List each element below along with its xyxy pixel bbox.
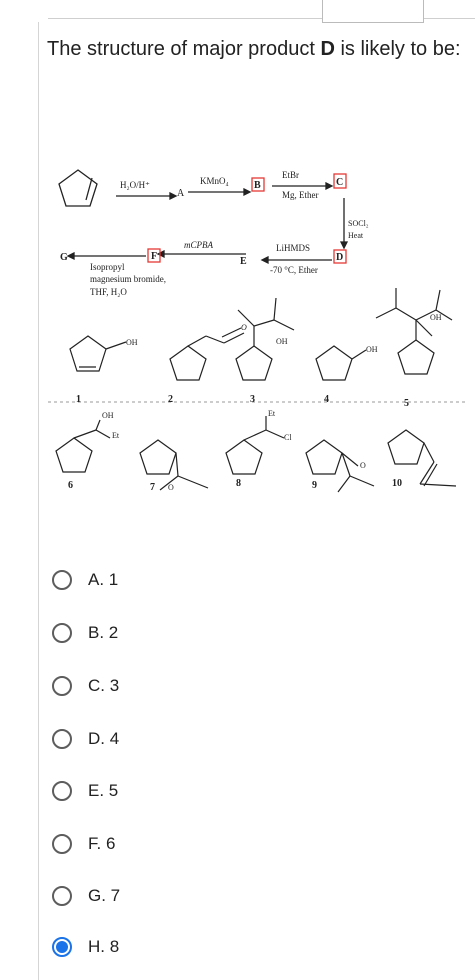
label-et-6: Et [112, 431, 120, 440]
number-10: 10 [392, 478, 402, 489]
label-oh-5: OH [430, 313, 442, 322]
structure-7 [140, 440, 176, 474]
reagent-step6: mCPBA [184, 240, 213, 250]
structure-2 [170, 346, 206, 380]
reagent-step7-a: Isopropyl [90, 262, 125, 272]
reagent-step3-top: EtBr [282, 170, 299, 180]
radio-f[interactable] [52, 834, 72, 854]
radio-a[interactable] [52, 570, 72, 590]
reagent-step2: KMnO₄ [200, 176, 229, 186]
number-9: 9 [312, 480, 317, 491]
label-cl-8: Cl [284, 433, 292, 442]
label-oh-3: OH [276, 337, 288, 346]
label-oh-6: OH [102, 411, 114, 420]
label-o-9: O [360, 461, 366, 470]
cyclopentene-start [59, 170, 97, 206]
reaction-scheme-svg [48, 140, 466, 500]
reaction-scheme-image [48, 140, 466, 500]
label-et-8: Et [268, 409, 276, 418]
number-7: 7 [150, 482, 155, 493]
option-d-label: D. 4 [88, 729, 120, 748]
option-a-label: A. 1 [88, 570, 119, 589]
option-a[interactable] [52, 565, 312, 595]
radio-d[interactable] [52, 729, 72, 749]
option-h[interactable] [52, 932, 312, 962]
structure-9 [306, 440, 342, 474]
letter-b: B [254, 180, 261, 191]
structure-8 [226, 440, 262, 474]
letter-c: C [336, 177, 344, 188]
option-b[interactable] [52, 618, 312, 648]
radio-h-selected[interactable] [52, 937, 72, 957]
label-oh-4: OH [366, 345, 378, 354]
letter-f: F [151, 251, 158, 262]
question-suffix: is likely to be: [334, 38, 461, 60]
radio-b[interactable] [52, 623, 72, 643]
letter-a: A [177, 188, 185, 199]
number-6: 6 [68, 480, 73, 491]
letter-d: D [336, 252, 344, 263]
label-oh-1: OH [126, 338, 138, 347]
option-e[interactable] [52, 776, 312, 806]
option-b-label: B. 2 [88, 623, 119, 642]
reagent-step1: H₂O/H⁺ [120, 180, 150, 190]
structure-6 [56, 438, 92, 472]
reagent-step3-bottom: Mg, Ether [282, 190, 319, 200]
option-g[interactable] [52, 881, 312, 911]
structure-5 [398, 340, 434, 374]
question-text [47, 36, 467, 63]
number-8: 8 [236, 478, 241, 489]
label-o-2: O [241, 323, 247, 332]
reagent-step4-a: SOCl₂ [348, 219, 369, 228]
radio-e[interactable] [52, 781, 72, 801]
structure-10 [388, 430, 424, 464]
radio-c[interactable] [52, 676, 72, 696]
label-o-7: O [168, 483, 174, 492]
number-4: 4 [324, 394, 329, 405]
structure-3 [236, 346, 272, 380]
letter-g: G [60, 252, 68, 263]
option-c[interactable] [52, 671, 312, 701]
letter-e: E [240, 256, 247, 267]
number-2: 2 [168, 394, 173, 405]
number-5: 5 [404, 398, 409, 409]
reagent-step7-b: magnesium bromide, [90, 274, 166, 284]
option-f-label: F. 6 [88, 834, 116, 853]
option-e-label: E. 5 [88, 781, 119, 800]
option-f[interactable] [52, 829, 312, 859]
question-bold: D [320, 38, 335, 60]
reagent-step5-bottom: -70 °C, Ether [270, 265, 318, 275]
reagent-step5-top: LiHMDS [276, 243, 311, 253]
question-prefix: The structure of major product [47, 38, 321, 60]
radio-g[interactable] [52, 886, 72, 906]
option-g-label: G. 7 [88, 886, 121, 905]
top-tab [322, 0, 424, 23]
reagent-step4-b: Heat [348, 231, 364, 240]
option-c-label: C. 3 [88, 676, 120, 695]
number-1: 1 [76, 394, 81, 405]
option-h-label: H. 8 [88, 937, 120, 956]
structure-4 [316, 346, 352, 380]
top-bar [0, 0, 475, 22]
number-3: 3 [250, 394, 255, 405]
option-d[interactable] [52, 724, 312, 754]
structure-1 [70, 336, 106, 371]
reagent-step7-c: THF, H₂O [90, 287, 127, 297]
